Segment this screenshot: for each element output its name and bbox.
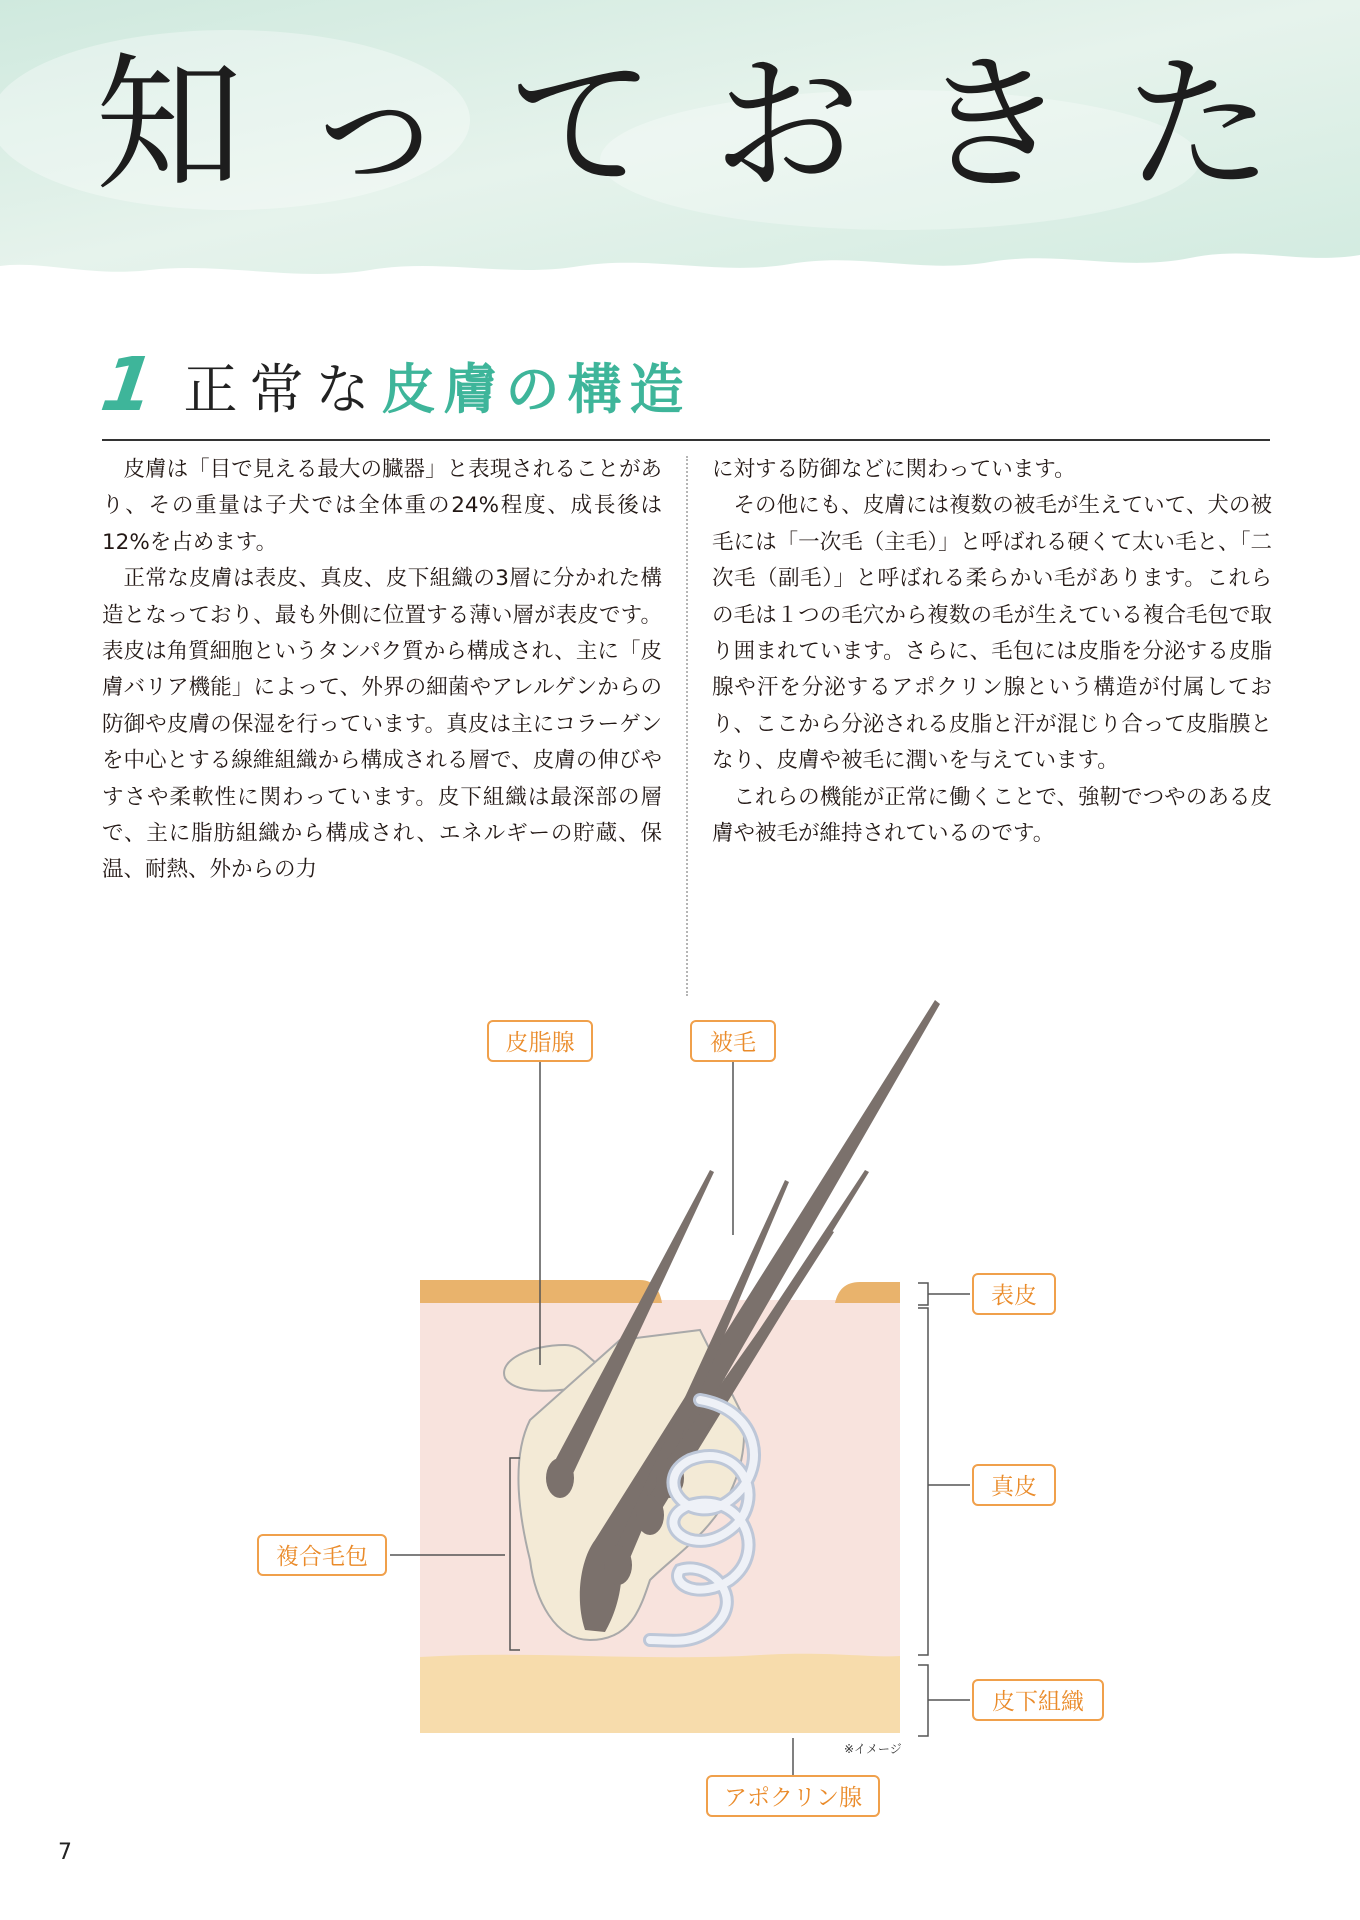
page-number: 7 bbox=[58, 1840, 72, 1865]
paragraph: これらの機能が正常に働くことで、強靭でつやのある皮膚や被毛が維持されているのです。 bbox=[712, 784, 1272, 847]
body-column-right bbox=[712, 452, 1272, 992]
header-band bbox=[0, 0, 1360, 300]
label-subcutis: 皮下組織 bbox=[972, 1679, 1104, 1721]
label-dermis: 真皮 bbox=[972, 1464, 1056, 1506]
paragraph: 皮膚は「目で見える最大の臓器」と表現されることがあり、その重量は子犬では全体重の24%程度、成長後は12%を占めます。 bbox=[102, 457, 662, 555]
body-column-left bbox=[102, 452, 662, 992]
label-compound-follicle: 複合毛包 bbox=[257, 1534, 387, 1576]
label-apocrine-gland: アポクリン腺 bbox=[706, 1775, 880, 1817]
paragraph: に対する防御などに関わっています。 bbox=[712, 457, 1076, 482]
section-title-plain: 正常な bbox=[183, 357, 382, 421]
section-number: 1 bbox=[95, 342, 160, 428]
label-epidermis: 表皮 bbox=[972, 1273, 1056, 1315]
hair-bulb-2 bbox=[604, 1545, 632, 1585]
epidermis-layer-right bbox=[835, 1282, 900, 1303]
label-hair: 被毛 bbox=[690, 1020, 776, 1062]
header-title: 知っておきた bbox=[95, 39, 1331, 211]
epidermis-layer-left bbox=[420, 1280, 662, 1303]
label-sebaceous-gland: 皮脂腺 bbox=[487, 1020, 593, 1062]
skin-structure-diagram bbox=[230, 1000, 1130, 1830]
hair-bulb-3 bbox=[636, 1495, 664, 1535]
image-note: ※イメージ bbox=[844, 1742, 902, 1756]
section-title-accent: 皮膚の構造 bbox=[381, 357, 692, 421]
hair-bulb-1 bbox=[546, 1458, 574, 1498]
subcutis-layer bbox=[420, 1654, 900, 1733]
section-rule bbox=[102, 439, 1270, 441]
column-divider bbox=[686, 456, 688, 996]
paragraph: その他にも、皮膚には複数の被毛が生えていて、犬の被毛には「一次毛（主毛）」と呼ばれる硬くて太い毛と、「二次毛（副毛）」と呼ばれる柔らかい毛があります。これらの毛は１つの毛穴から複数の毛が生えている複合毛包で取り囲まれています。さらに、毛包には皮脂を分泌する皮脂腺や汗を分泌するアポクリン腺という構造が付属しており、ここから分泌される皮脂と汗が混じり合って皮脂膜となり、皮膚や被毛に潤いを与えています。 bbox=[712, 493, 1272, 774]
paragraph: 正常な皮膚は表皮、真皮、皮下組織の3層に分かれた構造となっており、最も外側に位置する薄い層が表皮です。表皮は角質細胞というタンパク質から構成され、主に「皮膚バリア機能」によって、外界の細菌やアレルゲンからの防御や皮膚の保湿を行っています。真皮は主にコラーゲンを中心とする線維組織から構成される層で、皮膚の伸びやすさや柔軟性に関わっています。皮下組織は最深部の層で、主に脂肪組織から構成され、エネルギーの貯蔵、保温、耐熱、外からの力 bbox=[102, 566, 662, 883]
section-heading bbox=[95, 340, 692, 430]
